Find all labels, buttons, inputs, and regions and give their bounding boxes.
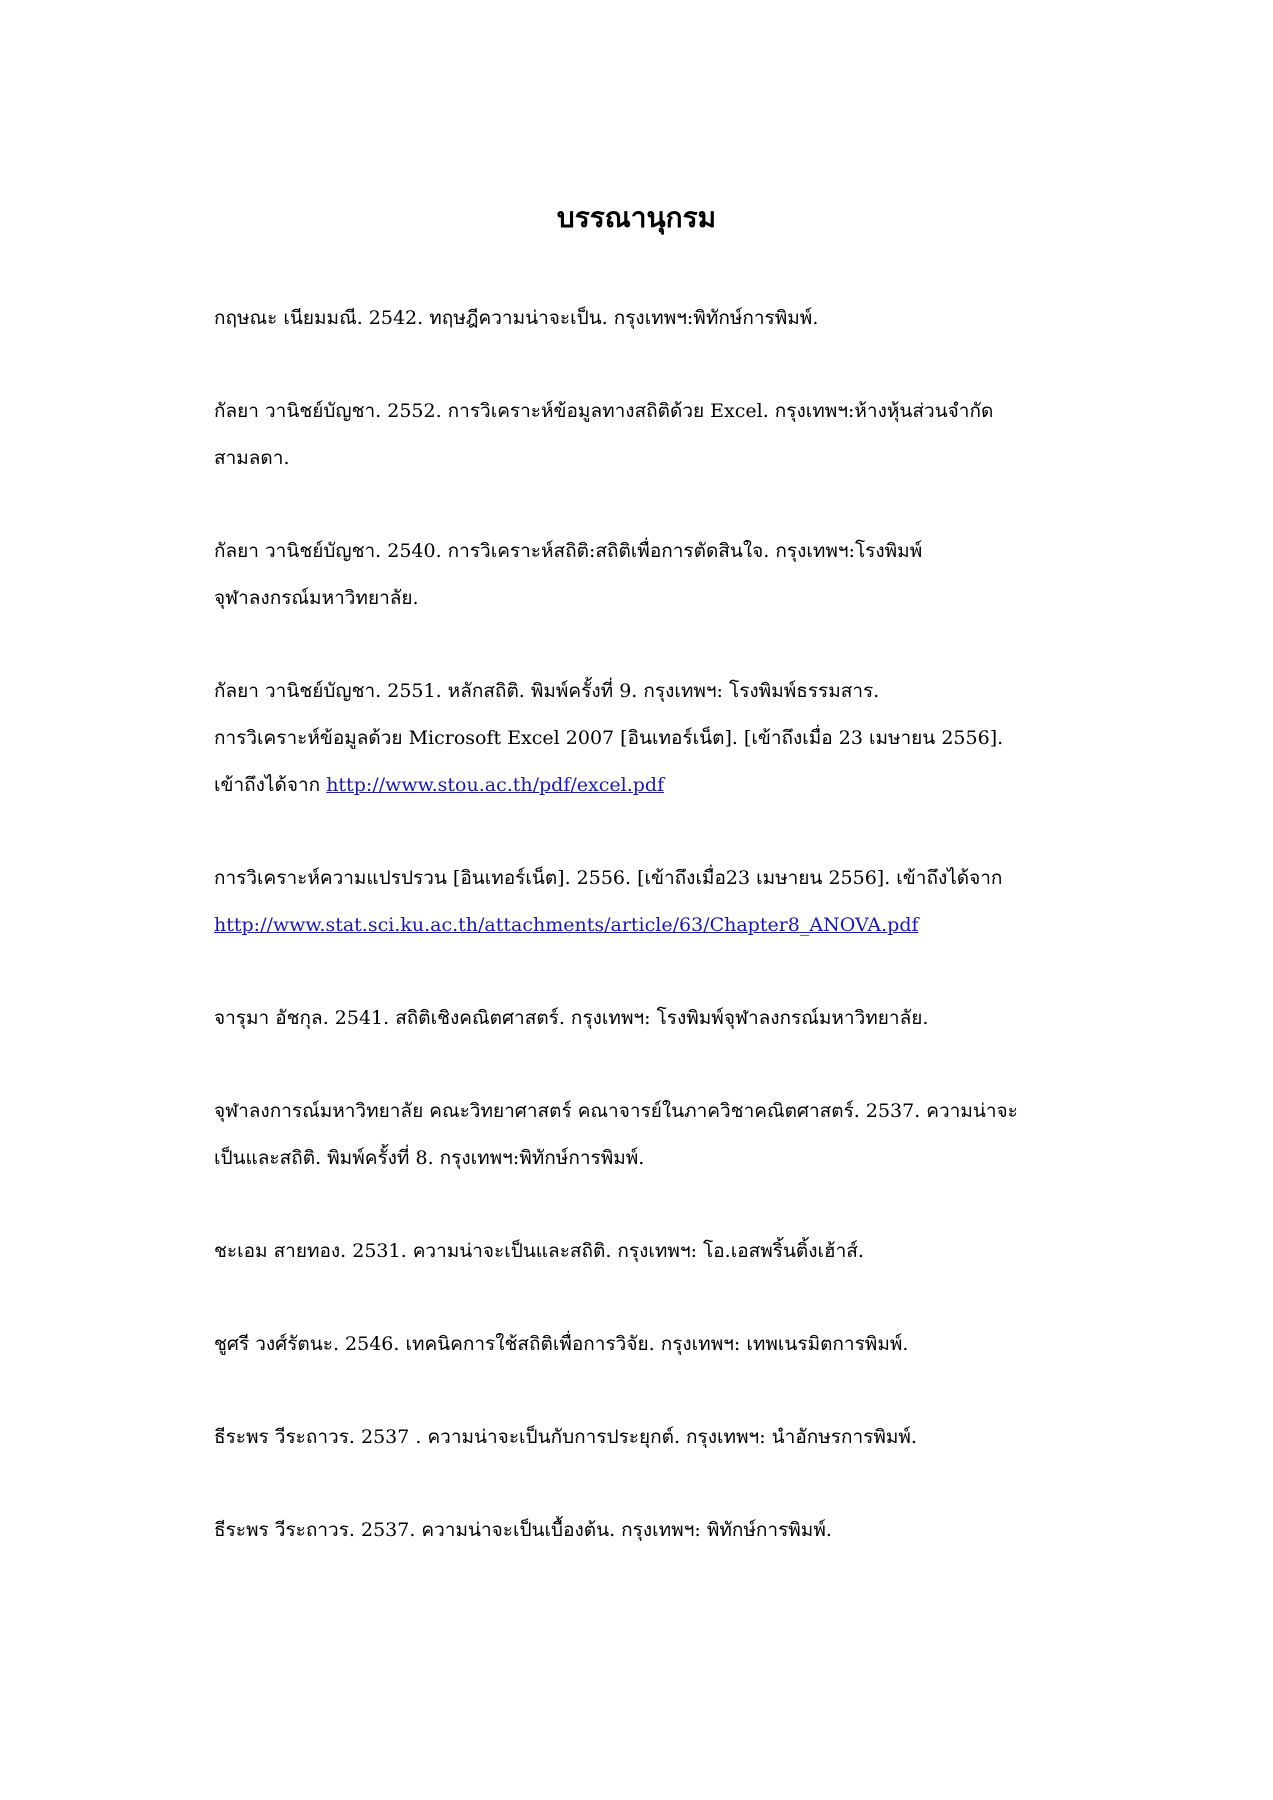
- anova-pdf-link[interactable]: http://www.stat.sci.ku.ac.th/attachments/article/63/Chapter8_ANOVA.pdf: [214, 914, 919, 936]
- entry-line: ชูศรี วงศ์รัตนะ. 2546. เทคนิคการใช้สถิติเพื่อการวิจัย. กรุงเทพฯ: เทพเนรมิตการพิมพ์.: [214, 1333, 909, 1355]
- entry-text: เข้าถึงได้จาก: [214, 774, 327, 796]
- entry-line: การวิเคราะห์ข้อมูลด้วย Microsoft Excel 2007 [อินเทอร์เน็ต]. [เข้าถึงเมื่อ 23 เมษายน 2556].: [214, 727, 1004, 749]
- bibliography-entry: [214, 1414, 1094, 1461]
- bibliography-entry: [214, 1321, 1094, 1368]
- entry-line: การวิเคราะห์ความแปรปรวน [อินเทอร์เน็ต]. 2556. [เข้าถึงเมื่อ23 เมษายน 2556]. เข้าถึงได้จาก: [214, 867, 1003, 889]
- bibliography-entry: [214, 1088, 1094, 1182]
- entry-line: ธีระพร วีระถาวร. 2537 . ความน่าจะเป็นกับการประยุกต์. กรุงเทพฯ: นำอักษรการพิมพ์.: [214, 1426, 917, 1448]
- bibliography-entry: [214, 995, 1094, 1042]
- page-title: บรรณานุกรม: [556, 201, 717, 234]
- entry-line: กัลยา วานิชย์บัญชา. 2540. การวิเคราะห์สถิติ:สถิติเพื่อการตัดสินใจ. กรุงเทพฯ:โรงพิมพ์: [214, 540, 923, 562]
- bibliography-entry: [214, 1228, 1094, 1275]
- entry-line: สามลดา.: [214, 447, 290, 469]
- entry-line: ธีระพร วีระถาวร. 2537. ความน่าจะเป็นเบื้องต้น. กรุงเทพฯ: พิทักษ์การพิมพ์.: [214, 1519, 832, 1541]
- entry-line: ชะเอม สายทอง. 2531. ความน่าจะเป็นและสถิติ. กรุงเทพฯ: โอ.เอสพริ้นติ้งเฮ้าส์.: [214, 1240, 864, 1262]
- entry-line: กฤษณะ เนียมมณี. 2542. ทฤษฎีความน่าจะเป็น. กรุงเทพฯ:พิทักษ์การพิมพ์.: [214, 307, 819, 329]
- entry-line: จุฬาลงกรณ์มหาวิทยาลัย.: [214, 587, 419, 609]
- bibliography-entry: [214, 855, 1094, 949]
- entry-line: จุฬาลงการณ์มหาวิทยาลัย คณะวิทยาศาสตร์ คณาจารย์ในภาควิชาคณิตศาสตร์. 2537. ความน่าจะ: [214, 1100, 1018, 1122]
- bibliography-entry: [214, 295, 1094, 342]
- entry-line: [214, 762, 1094, 809]
- entry-line: จารุมา อัชกุล. 2541. สถิติเชิงคณิตศาสตร์. กรุงเทพฯ: โรงพิมพ์จุฬาลงกรณ์มหาวิทยาลัย.: [214, 1007, 929, 1029]
- entry-line: กัลยา วานิชย์บัญชา. 2552. การวิเคราะห์ข้อมูลทางสถิติด้วย Excel. กรุงเทพฯ:ห้างหุ้นส่วนจำกัด: [214, 400, 994, 422]
- bibliography-entry: [214, 528, 1094, 622]
- entry-line: กัลยา วานิชย์บัญชา. 2551. หลักสถิติ. พิมพ์ครั้งที่ 9. กรุงเทพฯ: โรงพิมพ์ธรรมสาร.: [214, 680, 880, 702]
- excel-pdf-link[interactable]: http://www.stou.ac.th/pdf/excel.pdf: [326, 774, 665, 796]
- bibliography-entry: [214, 668, 1094, 809]
- entry-line: [214, 902, 1094, 949]
- entry-line: เป็นและสถิติ. พิมพ์ครั้งที่ 8. กรุงเทพฯ:พิทักษ์การพิมพ์.: [214, 1147, 645, 1169]
- bibliography-entry: [214, 1507, 1094, 1554]
- bibliography-list: [214, 295, 1094, 1600]
- bibliography-entry: [214, 388, 1094, 482]
